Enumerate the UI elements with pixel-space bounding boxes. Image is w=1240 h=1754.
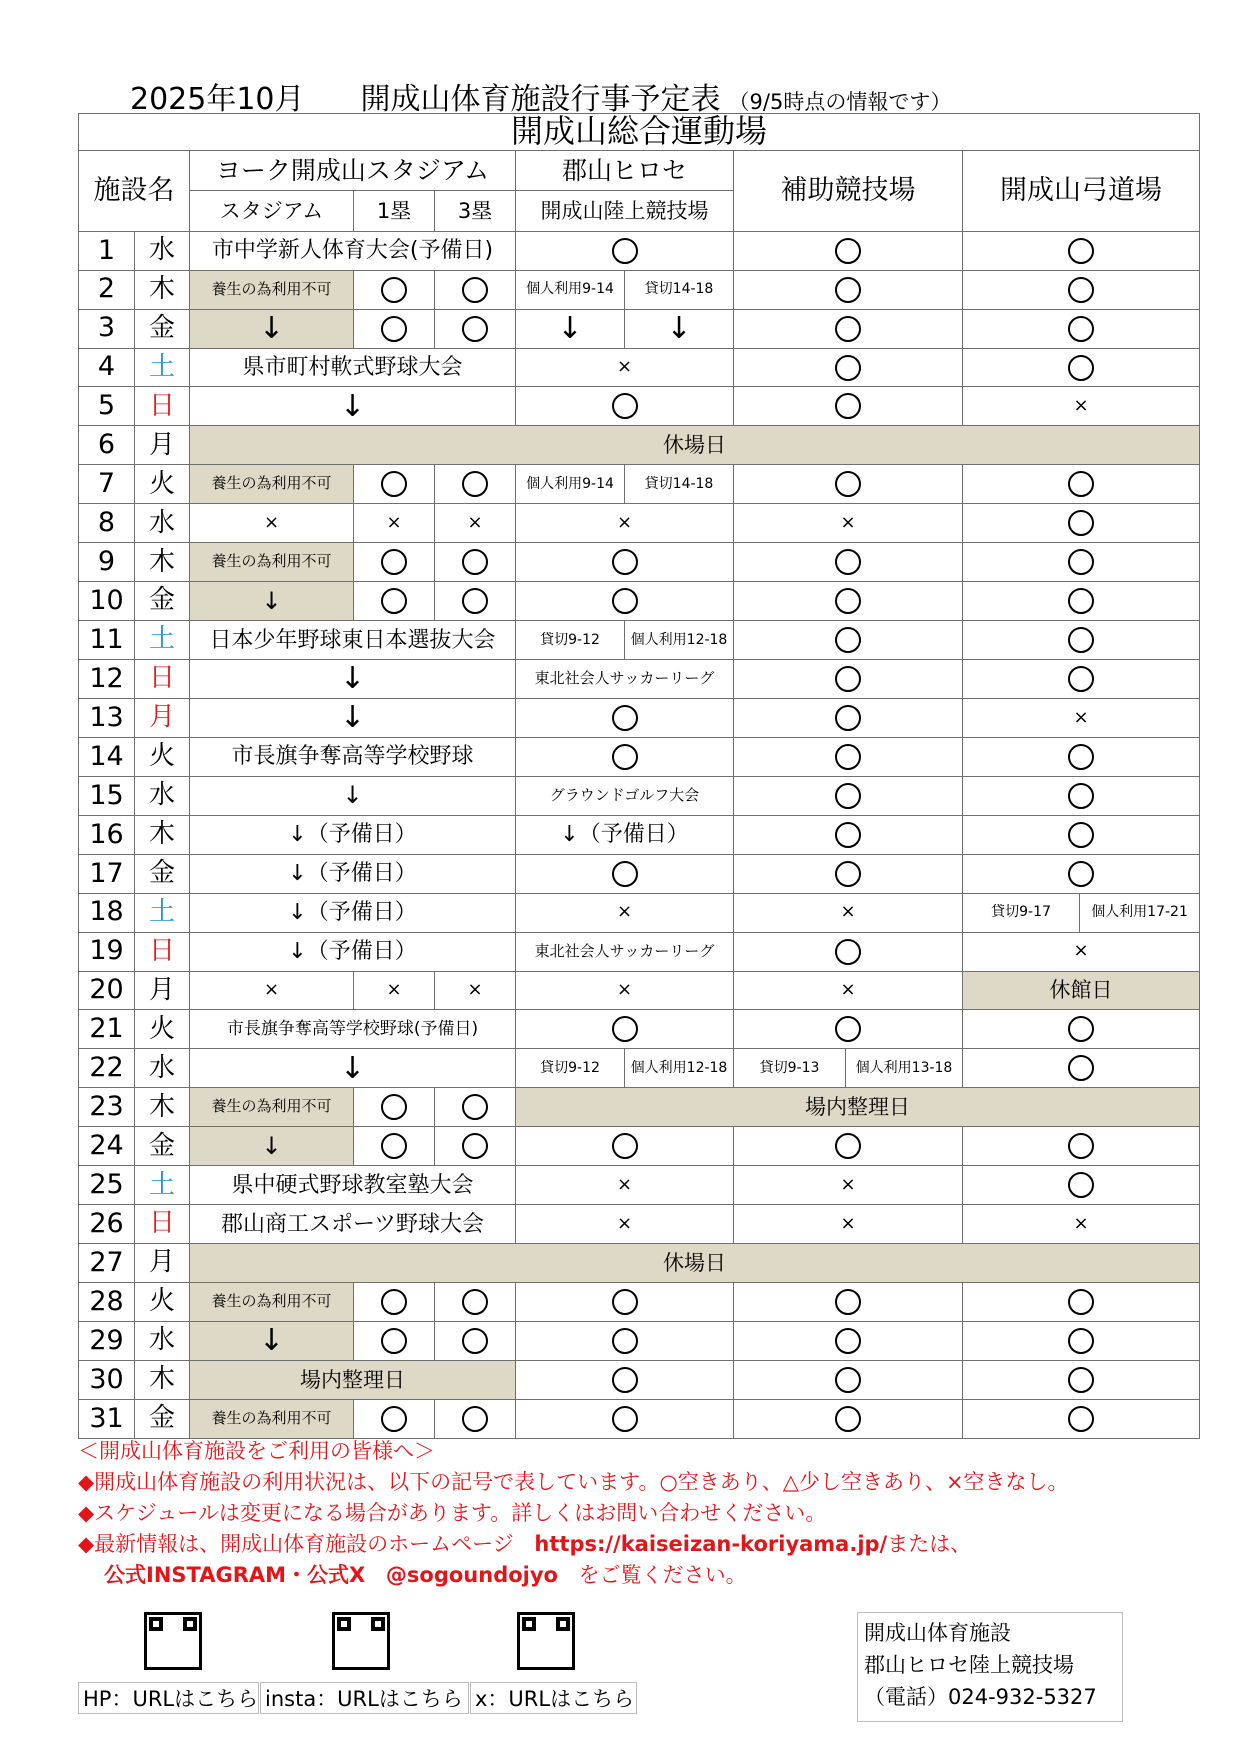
- circle-icon: [612, 549, 638, 575]
- circle-icon: [1068, 1133, 1094, 1159]
- circle-icon: [462, 549, 488, 575]
- circle-icon: [835, 1289, 861, 1315]
- usage-cell: 個人利用9-14: [516, 270, 625, 309]
- weekday: 水: [135, 776, 190, 815]
- circle-icon: [835, 1328, 861, 1354]
- table-row: [79, 1049, 1200, 1088]
- weekday: 火: [135, 465, 190, 504]
- circle-icon: [835, 588, 861, 614]
- circle-icon: [1068, 1328, 1094, 1354]
- social-handle-link[interactable]: @sogoundojyo: [385, 1563, 558, 1587]
- table-row: [79, 231, 1200, 270]
- day-number: 17: [79, 854, 135, 893]
- event-cell: 東北社会人サッカーリーグ: [516, 660, 734, 699]
- weekday: 金: [135, 309, 190, 348]
- cross-mark: ×: [516, 1166, 734, 1205]
- circle-icon: [1068, 1289, 1094, 1315]
- curing-cell: 養生の為利用不可: [190, 465, 354, 504]
- contact-phone: （電話）024-932-5327: [864, 1685, 1097, 1709]
- header-kyudo: 開成山弓道場: [963, 151, 1200, 232]
- arrow-cell: ↓: [190, 1127, 354, 1166]
- curing-cell: 養生の為利用不可: [190, 270, 354, 309]
- day-number: 11: [79, 621, 135, 660]
- circle-icon: [835, 822, 861, 848]
- cross-mark: ×: [734, 504, 963, 543]
- table-row: [79, 1010, 1200, 1049]
- weekday: 火: [135, 1010, 190, 1049]
- event-cell: 県中硬式野球教室塾大会: [190, 1166, 516, 1205]
- insta-url-label[interactable]: insta：URLはこちら: [260, 1682, 469, 1714]
- usage-cell: 個人利用12-18: [625, 1049, 734, 1088]
- circle-icon: [462, 277, 488, 303]
- table-row: [79, 1360, 1200, 1399]
- notes-see-text: をご覧ください。: [578, 1563, 747, 1587]
- weekday: 水: [135, 1321, 190, 1360]
- circle-icon: [612, 238, 638, 264]
- arrow-cell: ↓: [190, 309, 354, 348]
- day-number: 14: [79, 737, 135, 776]
- table-row: [79, 387, 1200, 426]
- circle-icon: [1068, 238, 1094, 264]
- usage-cell: 個人利用17-21: [1080, 893, 1200, 932]
- circle-icon: [835, 666, 861, 692]
- contact-box: [857, 1612, 1123, 1722]
- circle-icon: [612, 705, 638, 731]
- header-1rui: 1塁: [354, 191, 435, 231]
- circle-icon: [1068, 822, 1094, 848]
- closed-day-cell: 休場日: [190, 1244, 1200, 1283]
- table-row: [79, 1244, 1200, 1283]
- header-hojo: 補助競技場: [734, 151, 963, 232]
- circle-icon: [835, 783, 861, 809]
- arrow-cell: ↓: [190, 1321, 354, 1360]
- reserve-day-cell: ↓（予備日）: [190, 854, 516, 893]
- day-number: 16: [79, 815, 135, 854]
- day-number: 22: [79, 1049, 135, 1088]
- circle-icon: [381, 1094, 407, 1120]
- day-number: 24: [79, 1127, 135, 1166]
- table-row: [79, 465, 1200, 504]
- circle-icon: [1068, 1367, 1094, 1393]
- reserve-day-cell: ↓（予備日）: [190, 932, 516, 971]
- circle-icon: [381, 1328, 407, 1354]
- table-row: [79, 932, 1200, 971]
- x-qr-code[interactable]: [517, 1612, 575, 1670]
- contact-venue: 郡山ヒロセ陸上競技場: [864, 1653, 1074, 1677]
- day-number: 31: [79, 1399, 135, 1438]
- circle-icon: [1068, 588, 1094, 614]
- day-number: 19: [79, 932, 135, 971]
- usage-cell: 個人利用9-14: [516, 465, 625, 504]
- day-number: 3: [79, 309, 135, 348]
- circle-icon: [612, 1133, 638, 1159]
- circle-icon: [612, 744, 638, 770]
- table-row: [79, 504, 1200, 543]
- circle-icon: [835, 1016, 861, 1042]
- day-number: 30: [79, 1360, 135, 1399]
- weekday: 木: [135, 1088, 190, 1127]
- day-number: 23: [79, 1088, 135, 1127]
- circle-icon: [835, 1367, 861, 1393]
- table-row: [79, 621, 1200, 660]
- arrow-cell: ↓: [190, 776, 516, 815]
- circle-icon: [835, 549, 861, 575]
- day-number: 5: [79, 387, 135, 426]
- weekday: 金: [135, 854, 190, 893]
- circle-icon: [835, 238, 861, 264]
- weekday: 金: [135, 582, 190, 621]
- table-row: [79, 893, 1200, 932]
- circle-icon: [612, 861, 638, 887]
- circle-icon: [1068, 549, 1094, 575]
- circle-icon: [835, 355, 861, 381]
- circle-icon: [381, 277, 407, 303]
- notes-schedule-change: ◆スケジュールは変更になる場合があります。詳しくはお問い合わせください。: [78, 1501, 827, 1525]
- circle-icon: [1068, 1016, 1094, 1042]
- cross-mark: ×: [190, 971, 354, 1010]
- usage-cell: 個人利用13-18: [846, 1049, 963, 1088]
- cross-mark: ×: [190, 504, 354, 543]
- schedule-title: 開成山体育施設行事予定表: [360, 82, 721, 117]
- table-row: [79, 582, 1200, 621]
- circle-icon: [612, 1367, 638, 1393]
- day-number: 12: [79, 660, 135, 699]
- schedule-table: [78, 113, 1200, 1439]
- table-row: [79, 1321, 1200, 1360]
- table-row: [79, 309, 1200, 348]
- weekday: 水: [135, 231, 190, 270]
- circle-icon: [1068, 316, 1094, 342]
- header-rikujo: 開成山陸上競技場: [516, 191, 734, 231]
- circle-icon: [835, 277, 861, 303]
- weekday: 月: [135, 698, 190, 737]
- weekday: 土: [135, 893, 190, 932]
- notes-latest-info: [78, 1529, 1069, 1560]
- circle-icon: [835, 471, 861, 497]
- cross-mark: ×: [354, 971, 435, 1010]
- cross-mark: ×: [435, 504, 516, 543]
- qr-code-icon: [332, 1612, 390, 1670]
- table-row: [79, 543, 1200, 582]
- cross-mark: ×: [516, 893, 734, 932]
- cross-mark: ×: [734, 1205, 963, 1244]
- page-header: [130, 74, 952, 117]
- weekday: 金: [135, 1127, 190, 1166]
- circle-icon: [462, 316, 488, 342]
- notes-latest-text: ◆最新情報は、開成山体育施設のホームページ: [78, 1532, 514, 1556]
- cross-mark: ×: [516, 504, 734, 543]
- day-number: 15: [79, 776, 135, 815]
- circle-icon: [612, 393, 638, 419]
- weekday: 木: [135, 543, 190, 582]
- usage-cell: 貸切9-12: [516, 1049, 625, 1088]
- day-number: 29: [79, 1321, 135, 1360]
- usage-cell: 貸切9-13: [734, 1049, 846, 1088]
- circle-icon: [612, 1016, 638, 1042]
- circle-icon: [381, 1133, 407, 1159]
- table-row: [79, 1166, 1200, 1205]
- weekday: 月: [135, 1244, 190, 1283]
- schedule-month: 2025年10月: [130, 82, 305, 117]
- day-number: 20: [79, 971, 135, 1010]
- event-cell: グラウンドゴルフ大会: [516, 776, 734, 815]
- circle-icon: [1068, 1055, 1094, 1081]
- maintenance-day-cell: 場内整理日: [516, 1088, 1200, 1127]
- circle-icon: [1068, 744, 1094, 770]
- info-date-note: （9/5時点の情報です）: [728, 90, 952, 114]
- cross-mark: ×: [963, 932, 1200, 971]
- circle-icon: [835, 861, 861, 887]
- day-number: 8: [79, 504, 135, 543]
- cross-mark: ×: [963, 387, 1200, 426]
- circle-icon: [835, 1406, 861, 1432]
- day-number: 28: [79, 1283, 135, 1322]
- day-number: 27: [79, 1244, 135, 1283]
- weekday: 土: [135, 1166, 190, 1205]
- table-row: [79, 1088, 1200, 1127]
- arrow-cell: ↓: [516, 309, 625, 348]
- weekday: 日: [135, 1205, 190, 1244]
- event-cell: 市長旗争奪高等学校野球(予備日): [190, 1010, 516, 1049]
- table-row: [79, 737, 1200, 776]
- usage-cell: 個人利用12-18: [625, 621, 734, 660]
- header-3rui: 3塁: [435, 191, 516, 231]
- weekday: 水: [135, 1049, 190, 1088]
- hp-qr-code[interactable]: [144, 1612, 202, 1670]
- weekday: 火: [135, 737, 190, 776]
- circle-icon: [1068, 510, 1094, 536]
- circle-icon: [612, 1328, 638, 1354]
- arrow-cell: ↓: [190, 660, 516, 699]
- circle-icon: [1068, 1406, 1094, 1432]
- cross-mark: ×: [963, 1205, 1200, 1244]
- weekday: 月: [135, 426, 190, 465]
- circle-icon: [835, 627, 861, 653]
- arrow-cell: ↓: [625, 309, 734, 348]
- event-cell: 郡山商工スポーツ野球大会: [190, 1205, 516, 1244]
- table-row: [79, 270, 1200, 309]
- event-cell: 東北社会人サッカーリーグ: [516, 932, 734, 971]
- circle-icon: [462, 471, 488, 497]
- arrow-cell: ↓: [190, 1049, 516, 1088]
- circle-icon: [381, 471, 407, 497]
- circle-icon: [612, 588, 638, 614]
- header-hirose: 郡山ヒロセ: [516, 151, 734, 191]
- cross-mark: ×: [963, 698, 1200, 737]
- reserve-day-cell: ↓（予備日）: [516, 815, 734, 854]
- circle-icon: [612, 1289, 638, 1315]
- day-number: 21: [79, 1010, 135, 1049]
- table-row: [79, 660, 1200, 699]
- weekday: 土: [135, 621, 190, 660]
- homepage-link[interactable]: https://kaiseizan-koriyama.jp/: [534, 1532, 888, 1556]
- circle-icon: [381, 1289, 407, 1315]
- table-row: [79, 776, 1200, 815]
- day-number: 13: [79, 698, 135, 737]
- circle-icon: [381, 588, 407, 614]
- social-accounts-text: 公式INSTAGRAM・公式X: [104, 1563, 366, 1587]
- weekday: 木: [135, 815, 190, 854]
- usage-cell: 貸切14-18: [625, 270, 734, 309]
- circle-icon: [835, 744, 861, 770]
- day-number: 25: [79, 1166, 135, 1205]
- day-number: 1: [79, 231, 135, 270]
- circle-icon: [1068, 355, 1094, 381]
- weekday: 木: [135, 270, 190, 309]
- day-number: 6: [79, 426, 135, 465]
- notes-social: [78, 1560, 1069, 1591]
- circle-icon: [1068, 861, 1094, 887]
- arrow-cell: ↓: [190, 582, 354, 621]
- circle-icon: [462, 1328, 488, 1354]
- event-cell: 市長旗争奪高等学校野球: [190, 737, 516, 776]
- cross-mark: ×: [435, 971, 516, 1010]
- curing-cell: 養生の為利用不可: [190, 1088, 354, 1127]
- curing-cell: 養生の為利用不可: [190, 1283, 354, 1322]
- qr-code-icon: [144, 1612, 202, 1670]
- usage-notes: [78, 1436, 1069, 1591]
- circle-icon: [835, 316, 861, 342]
- cross-mark: ×: [516, 971, 734, 1010]
- circle-icon: [612, 1406, 638, 1432]
- circle-icon: [462, 1289, 488, 1315]
- circle-icon: [835, 705, 861, 731]
- circle-icon: [1068, 1172, 1094, 1198]
- circle-icon: [835, 1133, 861, 1159]
- insta-qr-code[interactable]: [332, 1612, 390, 1670]
- weekday: 日: [135, 660, 190, 699]
- day-number: 18: [79, 893, 135, 932]
- table-row: [79, 815, 1200, 854]
- day-number: 26: [79, 1205, 135, 1244]
- weekday: 木: [135, 1360, 190, 1399]
- event-cell: 県市町村軟式野球大会: [190, 348, 516, 387]
- circle-icon: [381, 549, 407, 575]
- usage-cell: 貸切14-18: [625, 465, 734, 504]
- usage-cell: 貸切9-12: [516, 621, 625, 660]
- weekday: 金: [135, 1399, 190, 1438]
- day-number: 7: [79, 465, 135, 504]
- cross-mark: ×: [734, 971, 963, 1010]
- facility-name-header: 施設名: [79, 151, 190, 232]
- circle-icon: [462, 588, 488, 614]
- event-cell: 市中学新人体育大会(予備日): [190, 231, 516, 270]
- circle-icon: [462, 1094, 488, 1120]
- weekday: 日: [135, 387, 190, 426]
- table-row: [79, 426, 1200, 465]
- day-number: 10: [79, 582, 135, 621]
- cross-mark: ×: [516, 1205, 734, 1244]
- header-yoku-stadium: ヨーク開成山スタジアム: [190, 151, 516, 191]
- weekday: 日: [135, 932, 190, 971]
- weekday: 火: [135, 1283, 190, 1322]
- closed-day-cell: 休場日: [190, 426, 1200, 465]
- header-stadium: スタジアム: [190, 191, 354, 231]
- cross-mark: ×: [734, 1166, 963, 1205]
- circle-icon: [462, 1406, 488, 1432]
- circle-icon: [381, 316, 407, 342]
- weekday: 水: [135, 504, 190, 543]
- reserve-day-cell: ↓（予備日）: [190, 893, 516, 932]
- circle-icon: [381, 1406, 407, 1432]
- contact-facility: 開成山体育施設: [864, 1621, 1011, 1645]
- cross-mark: ×: [734, 893, 963, 932]
- circle-icon: [462, 1133, 488, 1159]
- table-row: [79, 1399, 1200, 1438]
- day-number: 9: [79, 543, 135, 582]
- circle-icon: [1068, 783, 1094, 809]
- x-url-label[interactable]: x：URLはこちら: [470, 1682, 637, 1714]
- reserve-day-cell: ↓（予備日）: [190, 815, 516, 854]
- weekday: 土: [135, 348, 190, 387]
- hp-url-label[interactable]: HP：URLはこちら: [78, 1682, 259, 1714]
- cross-mark: ×: [354, 504, 435, 543]
- day-number: 2: [79, 270, 135, 309]
- notes-symbol-legend: ◆開成山体育施設の利用状況は、以下の記号で表しています。○空きあり、△少し空きあり、×空きなし。: [78, 1470, 1069, 1494]
- table-row: [79, 854, 1200, 893]
- qr-code-icon: [517, 1612, 575, 1670]
- curing-cell: 養生の為利用不可: [190, 543, 354, 582]
- curing-cell: 養生の為利用不可: [190, 1399, 354, 1438]
- notes-or-text: または、: [887, 1532, 972, 1556]
- circle-icon: [835, 393, 861, 419]
- circle-icon: [835, 939, 861, 965]
- arrow-cell: ↓: [190, 387, 516, 426]
- circle-icon: [1068, 627, 1094, 653]
- table-row: [79, 1283, 1200, 1322]
- usage-cell: 貸切9-17: [963, 893, 1080, 932]
- table-row: [79, 971, 1200, 1010]
- table-row: [79, 1127, 1200, 1166]
- cross-mark: ×: [516, 348, 734, 387]
- weekday: 月: [135, 971, 190, 1010]
- event-cell: 日本少年野球東日本選抜大会: [190, 621, 516, 660]
- circle-icon: [1068, 666, 1094, 692]
- circle-icon: [1068, 277, 1094, 303]
- closed-hall-cell: 休館日: [963, 971, 1200, 1010]
- table-row: [79, 348, 1200, 387]
- table-row: [79, 1205, 1200, 1244]
- maintenance-day-cell: 場内整理日: [190, 1360, 516, 1399]
- venue-title: 開成山総合運動場: [79, 114, 1200, 151]
- circle-icon: [1068, 471, 1094, 497]
- table-row: [79, 698, 1200, 737]
- notes-heading: ＜開成山体育施設をご利用の皆様へ＞: [78, 1439, 435, 1463]
- arrow-cell: ↓: [190, 698, 516, 737]
- day-number: 4: [79, 348, 135, 387]
